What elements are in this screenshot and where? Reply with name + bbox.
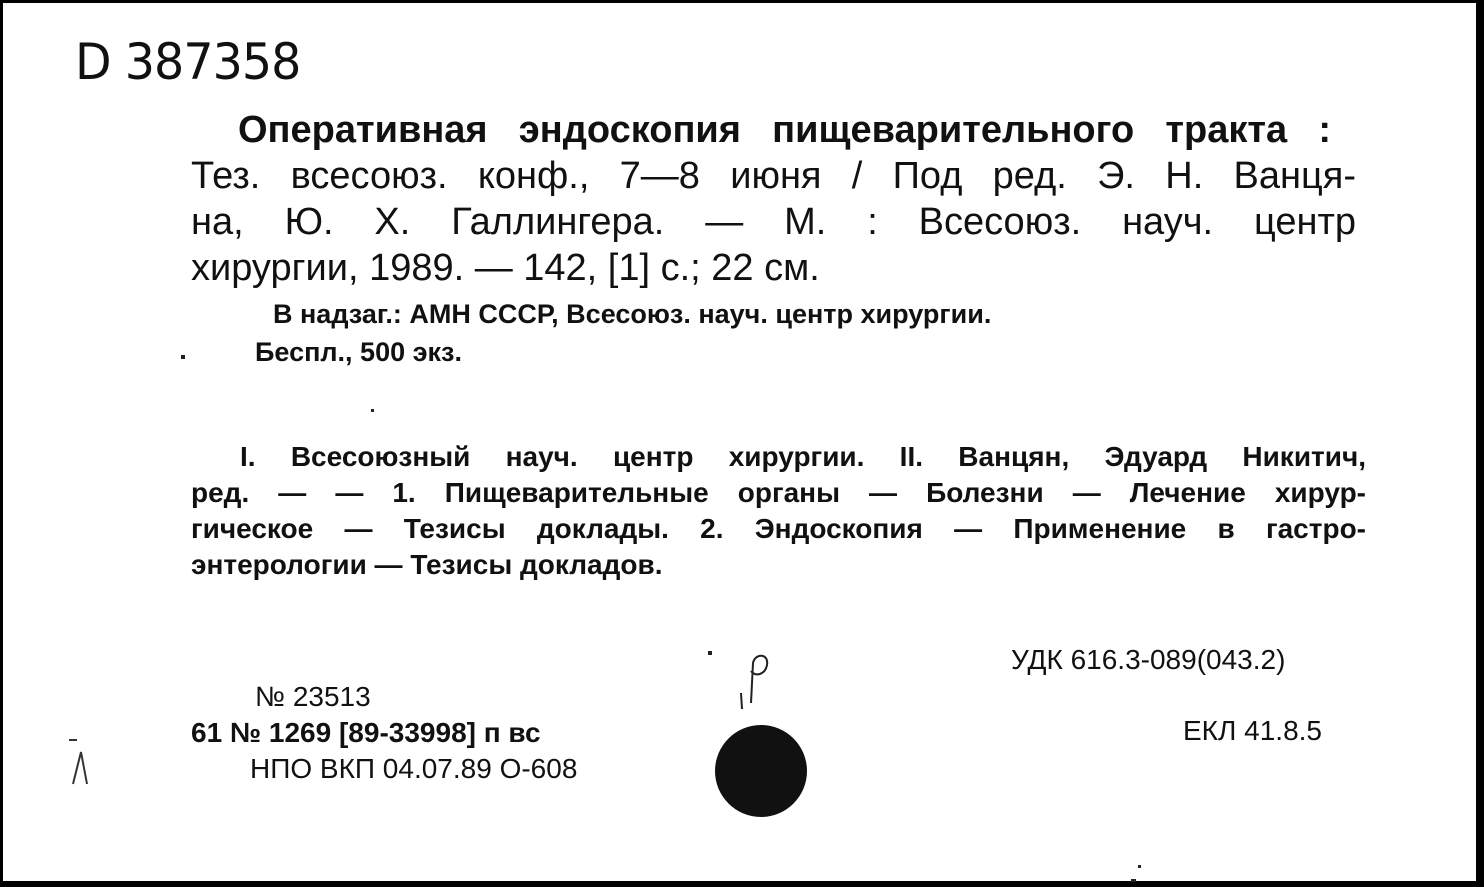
- udc-code: УДК 616.3-089(043.2): [1011, 644, 1286, 675]
- tracing-line-2: ред. — — 1. Пищеварительные органы — Болезни — Лечение хирур-: [191, 477, 1366, 508]
- title-line-3: на, Ю. Х. Галлингера. — М. : Всесоюз. науч. центр: [191, 201, 1356, 243]
- tracing-line-1: I. Всесоюзный науч. центр хирургии. II. Ванцян, Эдуард Никитич,: [240, 441, 1366, 472]
- speck: [708, 651, 712, 655]
- publisher-code: НПО ВКП 04.07.89 О-608: [250, 753, 578, 784]
- speck: [1138, 865, 1141, 868]
- speck: [371, 409, 374, 412]
- tracing-line-4: энтерологии — Тезисы докладов.: [191, 549, 663, 580]
- catalog-card: [3, 3, 1476, 881]
- header-note: В надзаг.: АМН СССР, Всесоюз. науч. центр хирургии.: [273, 299, 992, 329]
- tracing-line-3: гическое — Тезисы доклады. 2. Эндоскопия — Применение в гастро-: [191, 513, 1366, 544]
- ekl-code: ЕКЛ 41.8.5: [1183, 715, 1322, 746]
- punch-hole: [715, 725, 807, 817]
- title-line-1: Оперативная эндоскопия пищеварительного тракта :: [238, 109, 1331, 151]
- speck: [181, 355, 185, 359]
- title-line-4: хирургии, 1989. — 142, [1] с.; 22 см.: [191, 247, 820, 289]
- speck: [1131, 879, 1136, 882]
- price-note: Беспл., 500 экз.: [255, 337, 462, 367]
- record-number: № 23513: [255, 681, 371, 712]
- handwritten-mark: [731, 643, 781, 713]
- shelfmark: D 387358: [75, 33, 301, 91]
- margin-mark: [65, 738, 95, 788]
- print-number: 61 № 1269 [89-33998] п вс: [191, 717, 541, 748]
- title-line-2: Тез. всесоюз. конф., 7—8 июня / Под ред. Э. Н. Ванця-: [191, 155, 1356, 197]
